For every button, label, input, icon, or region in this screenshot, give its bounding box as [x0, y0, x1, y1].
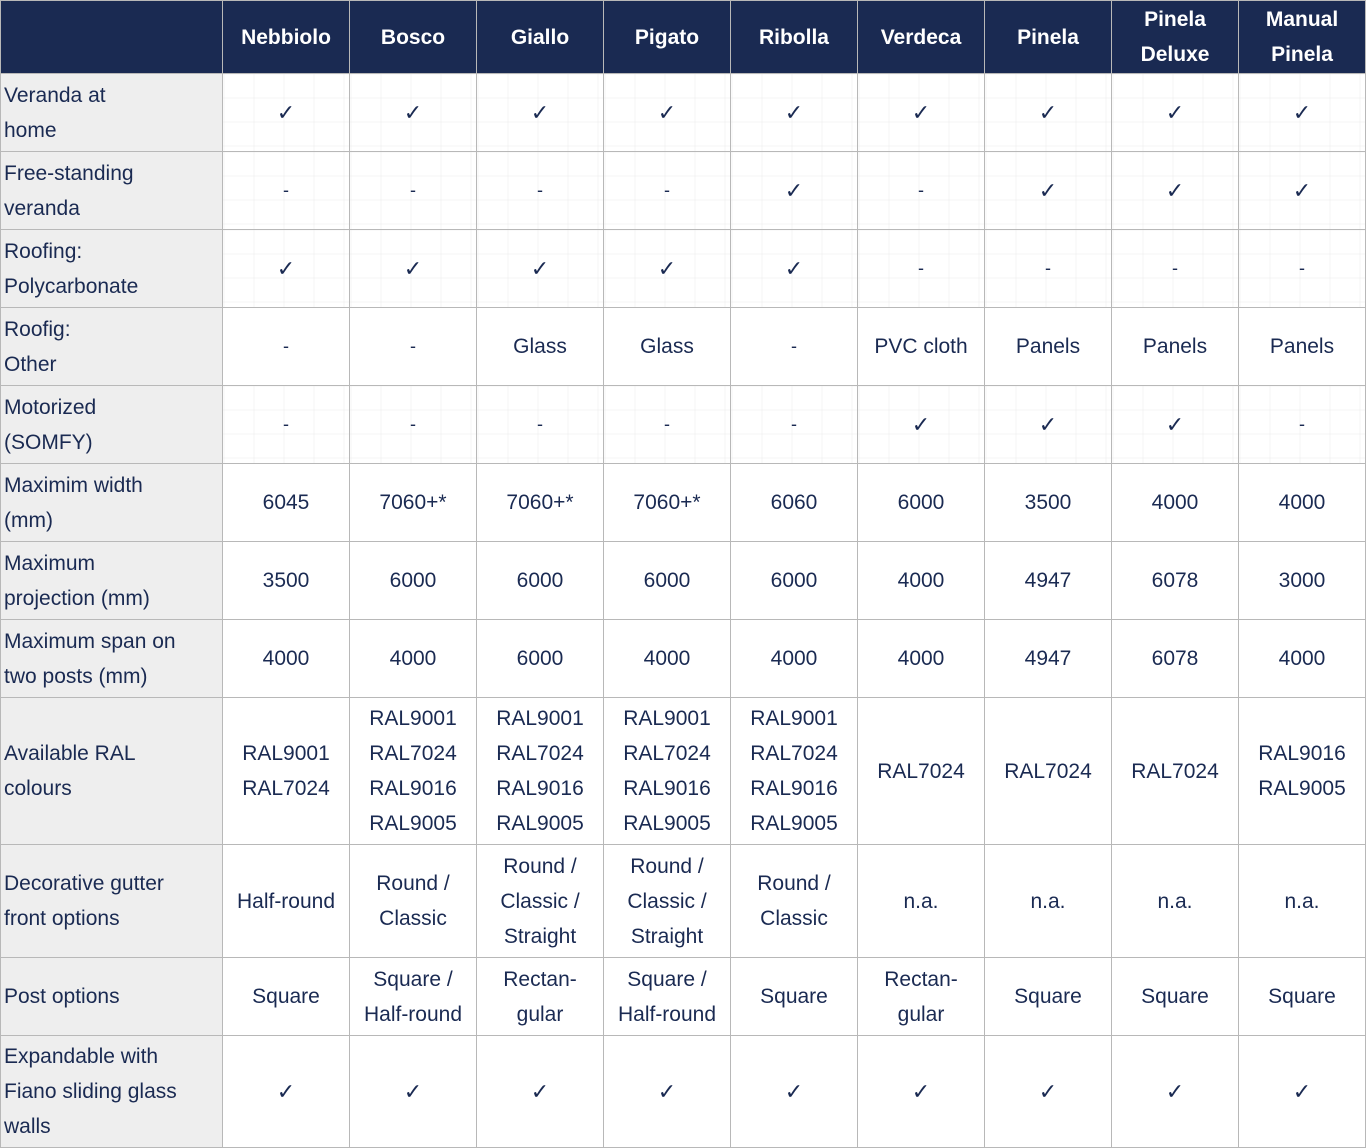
- row-label: Maximum projection (mm): [4, 551, 150, 610]
- model-header-label: Nebbiolo: [241, 25, 331, 49]
- table-cell: [985, 386, 1112, 464]
- dash-mark: -: [1172, 258, 1178, 278]
- model-header: [350, 1, 477, 74]
- table-row: [1, 74, 1366, 152]
- table-cell: [731, 308, 858, 386]
- cell-value: 4000: [262, 647, 310, 670]
- table-cell: [223, 386, 350, 464]
- cell-value: 4000: [389, 647, 437, 670]
- table-cell: [1239, 464, 1366, 542]
- dash-mark: -: [918, 258, 924, 278]
- dash-mark: -: [537, 180, 543, 200]
- model-header: [223, 1, 350, 74]
- table-cell: [731, 845, 858, 958]
- table-cell: [350, 230, 477, 308]
- checkmark-icon: ✓: [1292, 178, 1312, 203]
- cell-value: Rectan- gular: [884, 967, 958, 1026]
- row-label-cell: [1, 308, 223, 386]
- cell-value: Square: [1268, 985, 1336, 1008]
- table-cell: [604, 230, 731, 308]
- table-cell: [985, 845, 1112, 958]
- table-cell: [477, 542, 604, 620]
- cell-value: n.a.: [903, 889, 939, 913]
- cell-value: Rectan- gular: [503, 967, 577, 1026]
- cell-value: Panels: [1015, 335, 1081, 358]
- table-row: [1, 620, 1366, 698]
- table-cell: [223, 958, 350, 1036]
- table-cell: [731, 152, 858, 230]
- row-label: Post options: [4, 985, 120, 1008]
- table-row: [1, 958, 1366, 1036]
- table-cell: [604, 958, 731, 1036]
- cell-value: Square / Half-round: [363, 967, 463, 1026]
- table-cell: [858, 464, 985, 542]
- cell-value: 7060+*: [506, 491, 574, 514]
- dash-mark: -: [283, 336, 289, 356]
- checkmark-icon: ✓: [403, 1079, 423, 1104]
- table-cell: [604, 845, 731, 958]
- table-row: [1, 542, 1366, 620]
- cell-value: Round / Classic: [376, 872, 450, 930]
- dash-mark: -: [791, 414, 797, 434]
- model-header-label: Manual Pinela: [1265, 8, 1339, 66]
- table-cell: [1239, 74, 1366, 152]
- table-cell: [1112, 845, 1239, 958]
- table-cell: [731, 230, 858, 308]
- checkmark-icon: ✓: [784, 1079, 804, 1104]
- row-label-cell: [1, 958, 223, 1036]
- table-cell: [731, 1036, 858, 1148]
- table-row: [1, 698, 1366, 845]
- table-cell: [350, 958, 477, 1036]
- table-cell: [1239, 152, 1366, 230]
- table-cell: [858, 74, 985, 152]
- table-cell: [1112, 74, 1239, 152]
- dash-mark: -: [1045, 258, 1051, 278]
- table-cell: [477, 152, 604, 230]
- table-cell: [731, 74, 858, 152]
- table-cell: [1112, 230, 1239, 308]
- dash-mark: -: [664, 180, 670, 200]
- cell-value: RAL9001 RAL7024 RAL9016 RAL9005: [496, 707, 584, 835]
- cell-value: RAL9001 RAL7024: [242, 742, 330, 800]
- cell-value: 4947: [1024, 647, 1072, 670]
- table-cell: [223, 464, 350, 542]
- table-cell: [477, 958, 604, 1036]
- cell-value: 7060+*: [379, 491, 447, 514]
- table-body: [1, 74, 1366, 1148]
- row-label-cell: [1, 845, 223, 958]
- table-cell: [731, 542, 858, 620]
- table-cell: [985, 958, 1112, 1036]
- dash-mark: -: [283, 180, 289, 200]
- row-label-cell: [1, 1036, 223, 1148]
- model-header: [1239, 1, 1366, 74]
- table-cell: [985, 152, 1112, 230]
- checkmark-icon: ✓: [1292, 100, 1312, 125]
- row-label: Free-standing veranda: [4, 161, 134, 220]
- cell-value: RAL9001 RAL7024 RAL9016 RAL9005: [369, 707, 457, 835]
- table-cell: [1112, 1036, 1239, 1148]
- table-cell: [223, 152, 350, 230]
- table-cell: [477, 308, 604, 386]
- table-cell: [1239, 958, 1366, 1036]
- dash-mark: -: [1299, 258, 1305, 278]
- checkmark-icon: ✓: [403, 256, 423, 281]
- checkmark-icon: ✓: [1038, 1079, 1058, 1104]
- row-label-cell: [1, 620, 223, 698]
- table-cell: [350, 845, 477, 958]
- dash-mark: -: [918, 180, 924, 200]
- table-cell: [1239, 230, 1366, 308]
- table-cell: [604, 620, 731, 698]
- table-cell: [858, 698, 985, 845]
- cell-value: RAL7024: [1004, 759, 1092, 783]
- table-cell: [1239, 308, 1366, 386]
- table-cell: [223, 230, 350, 308]
- table-cell: [858, 230, 985, 308]
- table-cell: [223, 620, 350, 698]
- model-header: [858, 1, 985, 74]
- cell-value: Glass: [513, 335, 567, 358]
- table-cell: [477, 845, 604, 958]
- dash-mark: -: [283, 414, 289, 434]
- table-cell: [1239, 620, 1366, 698]
- table-cell: [985, 698, 1112, 845]
- cell-value: 3000: [1278, 569, 1326, 592]
- table-cell: [731, 386, 858, 464]
- checkmark-icon: ✓: [1292, 1079, 1312, 1104]
- row-label-cell: [1, 698, 223, 845]
- table-cell: [223, 542, 350, 620]
- cell-value: Round / Classic: [757, 872, 831, 930]
- table-cell: [985, 620, 1112, 698]
- checkmark-icon: ✓: [530, 100, 550, 125]
- model-header-label: Ribolla: [758, 25, 829, 49]
- table-cell: [350, 74, 477, 152]
- table-cell: [604, 152, 731, 230]
- table-cell: [1112, 464, 1239, 542]
- table-cell: [604, 542, 731, 620]
- model-header: [477, 1, 604, 74]
- model-header: [985, 1, 1112, 74]
- table-cell: [1112, 386, 1239, 464]
- cell-value: Square: [1141, 985, 1209, 1008]
- cell-value: RAL7024: [1131, 759, 1219, 783]
- checkmark-icon: ✓: [530, 256, 550, 281]
- checkmark-icon: ✓: [1165, 178, 1185, 203]
- cell-value: Square: [1014, 985, 1082, 1008]
- cell-value: 6078: [1151, 647, 1199, 670]
- table-cell: [731, 620, 858, 698]
- cell-value: 3500: [262, 569, 310, 592]
- model-header-label: Pinela: [1017, 25, 1079, 49]
- table-cell: [477, 74, 604, 152]
- cell-value: 6000: [516, 647, 564, 670]
- table-cell: [731, 958, 858, 1036]
- dash-mark: -: [664, 414, 670, 434]
- table-row: [1, 386, 1366, 464]
- table-cell: [477, 386, 604, 464]
- table-cell: [1112, 308, 1239, 386]
- table-cell: [985, 308, 1112, 386]
- model-header: [1112, 1, 1239, 74]
- table-cell: [985, 542, 1112, 620]
- row-label-cell: [1, 230, 223, 308]
- cell-value: Round / Classic / Straight: [500, 854, 580, 948]
- dash-mark: -: [410, 180, 416, 200]
- cell-value: 4000: [897, 647, 945, 670]
- cell-value: Square / Half-round: [617, 967, 717, 1026]
- table-cell: [858, 386, 985, 464]
- model-header-label: Verdeca: [880, 25, 962, 49]
- dash-mark: -: [410, 414, 416, 434]
- table-cell: [223, 308, 350, 386]
- checkmark-icon: ✓: [530, 1079, 550, 1104]
- table-cell: [1239, 845, 1366, 958]
- cell-value: 4000: [897, 569, 945, 592]
- row-label-cell: [1, 152, 223, 230]
- model-header: [731, 1, 858, 74]
- table-cell: [350, 308, 477, 386]
- checkmark-icon: ✓: [784, 100, 804, 125]
- checkmark-icon: ✓: [403, 100, 423, 125]
- table-cell: [858, 845, 985, 958]
- checkmark-icon: ✓: [1165, 1079, 1185, 1104]
- checkmark-icon: ✓: [784, 178, 804, 203]
- table-cell: [731, 698, 858, 845]
- table-cell: [858, 308, 985, 386]
- checkmark-icon: ✓: [657, 1079, 677, 1104]
- row-label: Maximum span on two posts (mm): [4, 629, 176, 688]
- table-cell: [985, 74, 1112, 152]
- dash-mark: -: [537, 414, 543, 434]
- dash-mark: -: [410, 336, 416, 356]
- table-cell: [604, 74, 731, 152]
- table-cell: [1112, 698, 1239, 845]
- cell-value: RAL7024: [877, 759, 965, 783]
- table-row: [1, 464, 1366, 542]
- checkmark-icon: ✓: [276, 100, 296, 125]
- cell-value: 6000: [389, 569, 437, 592]
- table-cell: [985, 464, 1112, 542]
- table-cell: [858, 152, 985, 230]
- table-cell: [223, 74, 350, 152]
- cell-value: 6000: [770, 569, 818, 592]
- cell-value: 6000: [897, 491, 945, 514]
- table-cell: [1239, 542, 1366, 620]
- cell-value: Panels: [1142, 335, 1208, 358]
- table-cell: [350, 464, 477, 542]
- cell-value: Square: [252, 985, 320, 1008]
- table-cell: [858, 1036, 985, 1148]
- cell-value: RAL9016 RAL9005: [1258, 742, 1346, 800]
- cell-value: 3500: [1024, 491, 1072, 514]
- checkmark-icon: ✓: [1038, 412, 1058, 437]
- table-cell: [477, 1036, 604, 1148]
- cell-value: 6060: [770, 491, 818, 514]
- table-cell: [350, 620, 477, 698]
- cell-value: PVC cloth: [874, 335, 968, 358]
- table-row: [1, 845, 1366, 958]
- cell-value: 4000: [643, 647, 691, 670]
- checkmark-icon: ✓: [911, 1079, 931, 1104]
- table-cell: [1239, 1036, 1366, 1148]
- table-cell: [604, 1036, 731, 1148]
- model-header-label: Pigato: [634, 25, 700, 49]
- checkmark-icon: ✓: [276, 256, 296, 281]
- table-cell: [858, 620, 985, 698]
- table-cell: [985, 230, 1112, 308]
- row-label: Maximim width (mm): [4, 473, 143, 532]
- checkmark-icon: ✓: [911, 412, 931, 437]
- cell-value: Half-round: [236, 889, 336, 913]
- table-cell: [350, 542, 477, 620]
- table-cell: [1239, 698, 1366, 845]
- row-label: Decorative gutter front options: [4, 872, 164, 930]
- cell-value: Square: [760, 985, 828, 1008]
- table-cell: [477, 230, 604, 308]
- row-label: Motorized (SOMFY): [4, 395, 97, 454]
- checkmark-icon: ✓: [276, 1079, 296, 1104]
- checkmark-icon: ✓: [1165, 412, 1185, 437]
- table-cell: [350, 1036, 477, 1148]
- table-cell: [604, 698, 731, 845]
- dash-mark: -: [1299, 414, 1305, 434]
- table-cell: [858, 958, 985, 1036]
- row-label: Roofig: Other: [4, 317, 71, 376]
- cell-value: 6045: [262, 491, 310, 514]
- table-cell: [604, 308, 731, 386]
- table-row: [1, 230, 1366, 308]
- checkmark-icon: ✓: [657, 256, 677, 281]
- cell-value: 4000: [770, 647, 818, 670]
- header-row: [1, 1, 1366, 74]
- table-cell: [985, 1036, 1112, 1148]
- model-header-label: Giallo: [510, 25, 570, 49]
- cell-value: n.a.: [1284, 889, 1320, 913]
- checkmark-icon: ✓: [911, 100, 931, 125]
- table-cell: [350, 698, 477, 845]
- corner-cell: [1, 1, 223, 74]
- row-label-cell: [1, 74, 223, 152]
- checkmark-icon: ✓: [784, 256, 804, 281]
- checkmark-icon: ✓: [1038, 100, 1058, 125]
- cell-value: 4000: [1151, 491, 1199, 514]
- cell-value: 4000: [1278, 491, 1326, 514]
- cell-value: 6000: [516, 569, 564, 592]
- table-cell: [477, 698, 604, 845]
- cell-value: RAL9001 RAL7024 RAL9016 RAL9005: [623, 707, 711, 835]
- row-label: Roofing: Polycarbonate: [4, 239, 139, 298]
- table-cell: [223, 845, 350, 958]
- table-row: [1, 308, 1366, 386]
- checkmark-icon: ✓: [657, 100, 677, 125]
- table-cell: [731, 464, 858, 542]
- cell-value: 6078: [1151, 569, 1199, 592]
- table-cell: [1112, 620, 1239, 698]
- cell-value: n.a.: [1157, 889, 1193, 913]
- table-cell: [223, 1036, 350, 1148]
- cell-value: Round / Classic / Straight: [627, 854, 707, 948]
- cell-value: 7060+*: [633, 491, 701, 514]
- table-cell: [223, 698, 350, 845]
- table-cell: [350, 152, 477, 230]
- checkmark-icon: ✓: [1038, 178, 1058, 203]
- cell-value: Panels: [1269, 335, 1335, 358]
- model-header-label: Bosco: [380, 25, 446, 49]
- row-label: Available RAL colours: [4, 742, 136, 800]
- checkmark-icon: ✓: [1165, 100, 1185, 125]
- model-header: [604, 1, 731, 74]
- cell-value: RAL9001 RAL7024 RAL9016 RAL9005: [750, 707, 838, 835]
- row-label: Veranda at home: [4, 83, 106, 142]
- table-cell: [1112, 152, 1239, 230]
- cell-value: 6000: [643, 569, 691, 592]
- table-cell: [477, 620, 604, 698]
- cell-value: 4000: [1278, 647, 1326, 670]
- row-label-cell: [1, 464, 223, 542]
- table-row: [1, 1036, 1366, 1148]
- table-cell: [350, 386, 477, 464]
- dash-mark: -: [791, 336, 797, 356]
- table-row: [1, 152, 1366, 230]
- table-cell: [1239, 386, 1366, 464]
- row-label-cell: [1, 386, 223, 464]
- cell-value: Glass: [640, 335, 694, 358]
- table-cell: [1112, 542, 1239, 620]
- row-label-cell: [1, 542, 223, 620]
- table-cell: [604, 386, 731, 464]
- cell-value: 4947: [1024, 569, 1072, 592]
- table-cell: [604, 464, 731, 542]
- table-cell: [477, 464, 604, 542]
- model-header-label: Pinela Deluxe: [1140, 8, 1210, 66]
- cell-value: n.a.: [1030, 889, 1066, 913]
- table-cell: [1112, 958, 1239, 1036]
- row-label: Expandable with Fiano sliding glass walls: [4, 1045, 177, 1138]
- table-cell: [858, 542, 985, 620]
